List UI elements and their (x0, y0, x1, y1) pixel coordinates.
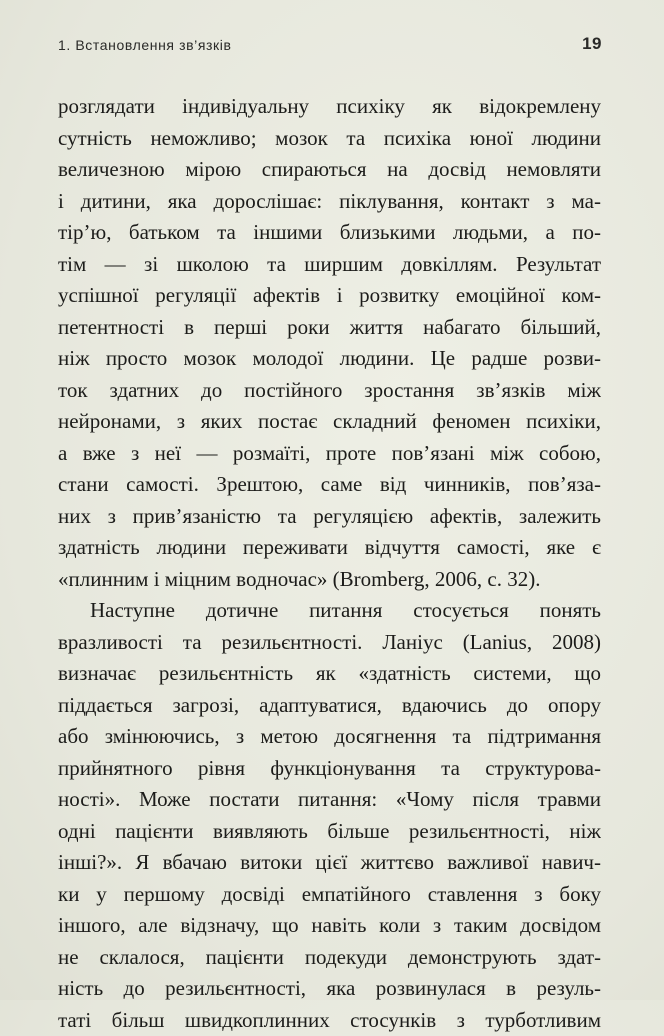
text-line: тім — зі школою та ширшим довкіллям. Результат (58, 249, 601, 281)
text-line: стани самості. Зрештою, саме від чинників, пов’яза- (58, 469, 601, 501)
text-line: таті більш швидкоплинних стосунків з турботливим (58, 1005, 601, 1036)
page-number: 19 (582, 34, 602, 54)
text-line: них з прив’язаністю та регуляцією афектів, залежить (58, 501, 601, 533)
text-line: Наступне дотичне питання стосується понять (58, 595, 601, 627)
text-line: визначає резильєнтність як «здатність системи, що (58, 658, 601, 690)
chapter-running-title: 1. Встановлення зв’язків (58, 37, 232, 53)
text-line: здатність людини переживати відчуття самості, яке є (58, 532, 601, 564)
text-line: успішної регуляції афектів і розвитку емоційної ком- (58, 280, 601, 312)
running-header (58, 34, 602, 56)
text-line: ність до резильєнтності, яка розвинулася в резуль- (58, 973, 601, 1005)
text-line: нейронами, з яких постає складний феномен психіки, (58, 406, 601, 438)
text-line: а вже з неї — розмаїті, проте пов’язані між собою, (58, 438, 601, 470)
text-line: ності». Може постати питання: «Чому після травми (58, 784, 601, 816)
text-line: величезною мірою спираються на досвід немовляти (58, 154, 601, 186)
text-line: одні пацієнти виявляють більше резильєнтності, ніж (58, 816, 601, 848)
text-line: іншого, але відзначу, що навіть коли з таким досвідом (58, 910, 601, 942)
text-line: прийнятного рівня функціонування та структурова- (58, 753, 601, 785)
text-line: вразливості та резильєнтності. Ланіус (Lanius, 2008) (58, 627, 601, 659)
text-line: і дитини, яка дорослішає: піклування, контакт з ма- (58, 186, 601, 218)
body-text (58, 91, 601, 1036)
text-line: не склалося, пацієнти подекуди демонструють здат- (58, 942, 601, 974)
text-line: розглядати індивідуальну психіку як відокремлену (58, 91, 601, 123)
text-line: піддається загрозі, адаптуватися, вдаючись до опору (58, 690, 601, 722)
text-line: тір’ю, батьком та іншими близькими людьми, а по- (58, 217, 601, 249)
text-line: ніж просто мозок молодої людини. Це радше розви- (58, 343, 601, 375)
text-line: сутність неможливо; мозок та психіка юної людини (58, 123, 601, 155)
text-line: ки у першому досвіді емпатійного ставлення з боку (58, 879, 601, 911)
text-line: «плинним і міцним водночас» (Bromberg, 2006, с. 32). (58, 564, 601, 596)
text-line: або змінюючись, з метою досягнення та підтримання (58, 721, 601, 753)
text-line: ток здатних до постійного зростання зв’язків між (58, 375, 601, 407)
text-line: петентності в перші роки життя набагато більший, (58, 312, 601, 344)
text-line: інші?». Я вбачаю витоки цієї життєво важливої навич- (58, 847, 601, 879)
